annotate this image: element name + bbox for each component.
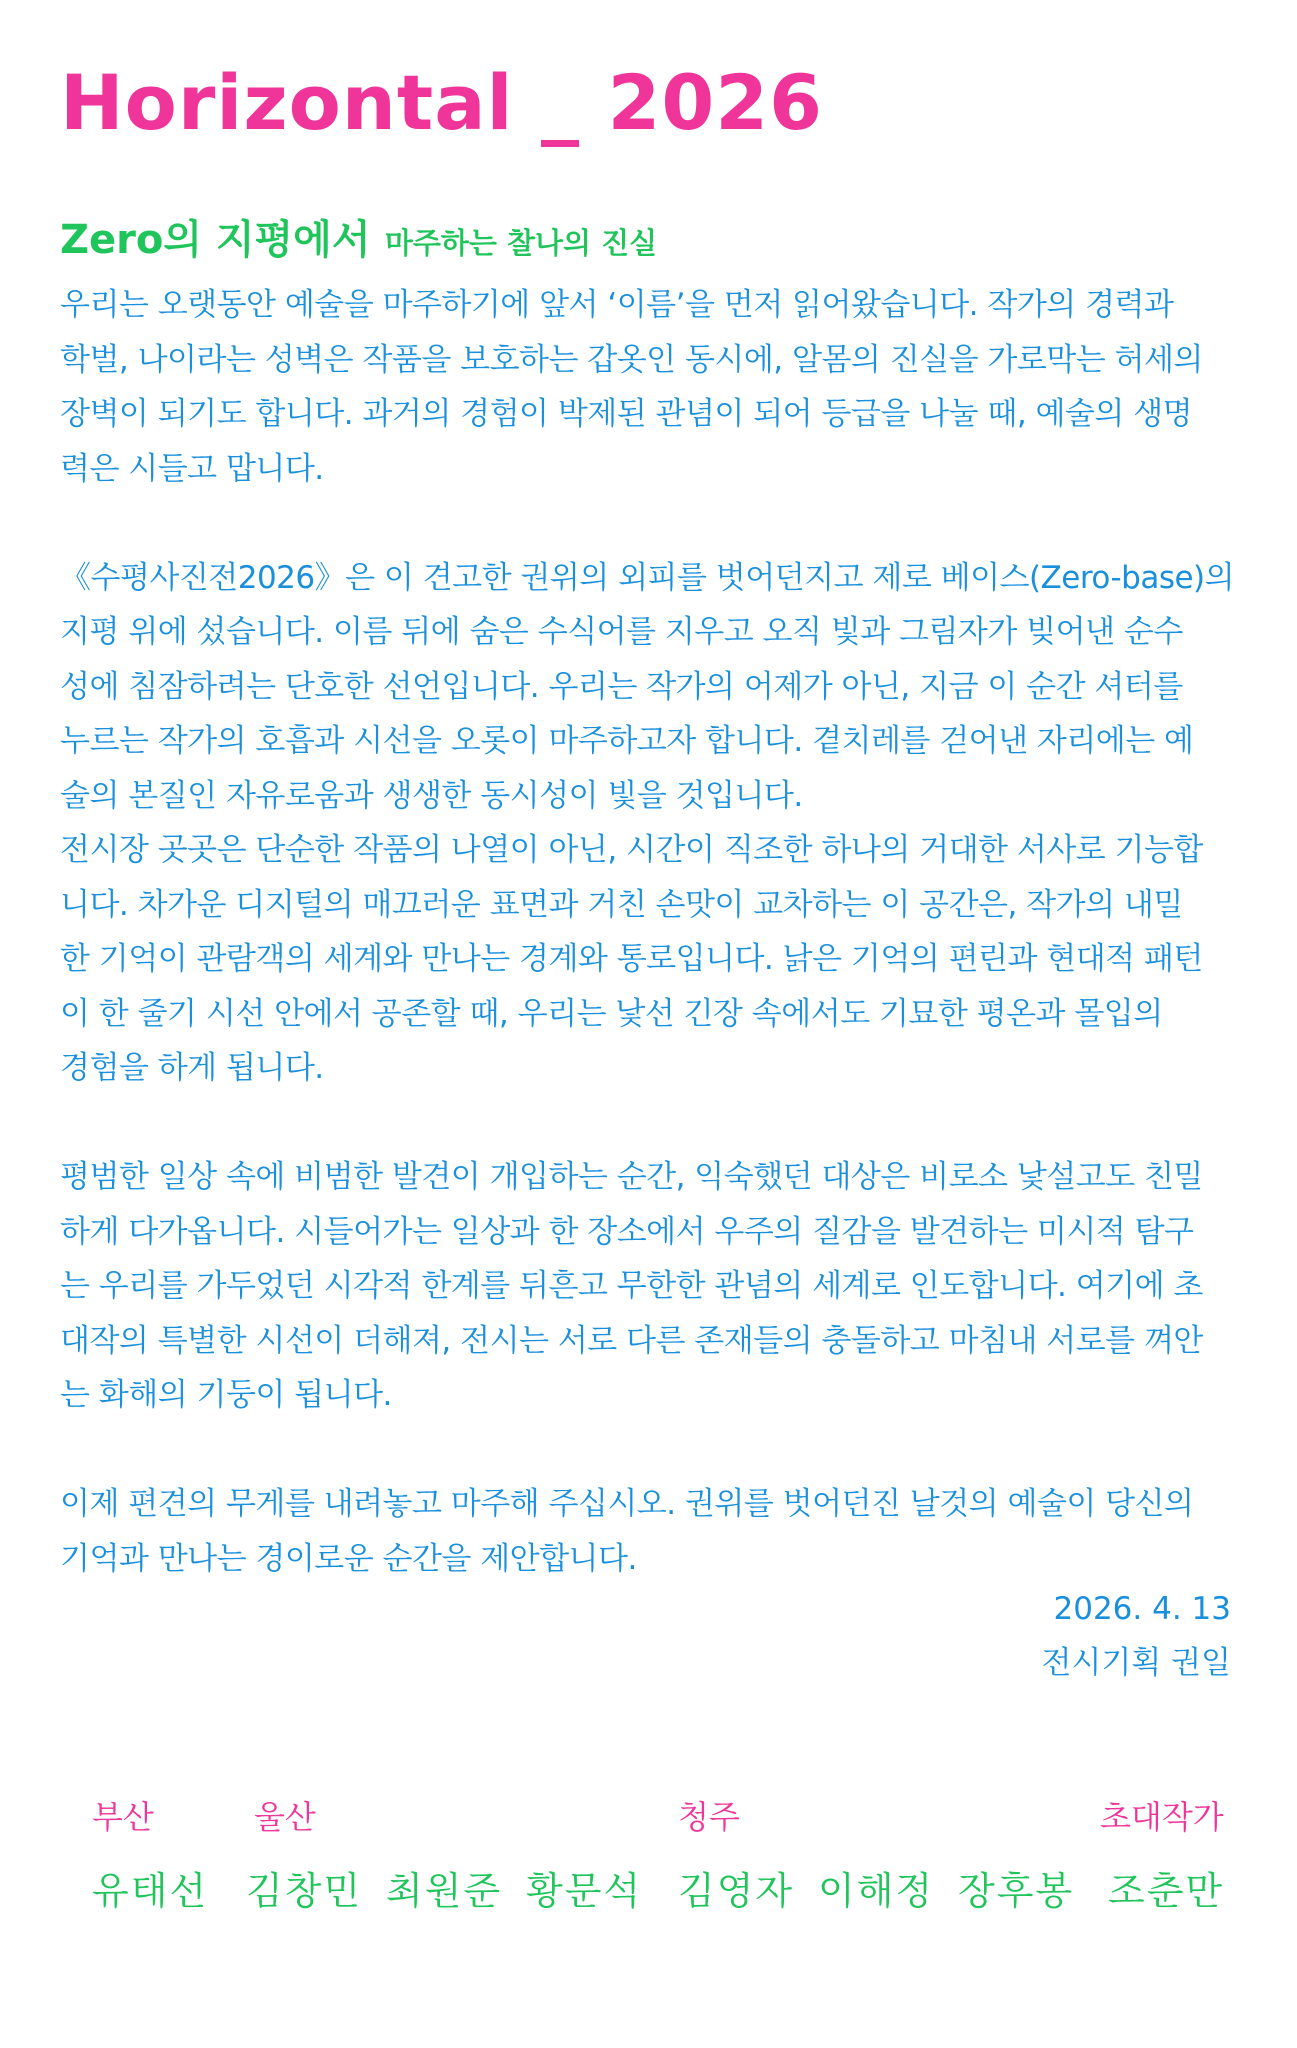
paragraph-4-line-2: 기억과 만나는 경이로운 순간을 제안합니다.: [60, 1540, 637, 1577]
artist-name: 이해정: [818, 1869, 935, 1913]
paragraph-3-line-2: 하게 다가옵니다. 시들어가는 일상과 한 장소에서 우주의 질감을 발견하는 미시적 탐구: [60, 1213, 1194, 1250]
paragraph-2-line-9: 이 한 줄기 시선 안에서 공존할 때, 우리는 낯선 긴장 속에서도 기묘한 평온과 몰입의: [60, 995, 1163, 1032]
artist-roster: [0, 1795, 1297, 1955]
paragraph-2-line-10: 경험을 하게 됩니다.: [60, 1050, 324, 1086]
region-label-busan: 부산: [92, 1798, 154, 1836]
paragraph-1-line-3: 장벽이 되기도 합니다. 과거의 경험이 박제된 관념이 되어 등급을 나눌 때, 예술의 생명: [60, 396, 1193, 432]
paragraph-1-line-2: 학벌, 나이라는 성벽은 작품을 보호하는 갑옷인 동시에, 알몸의 진실을 가로막는 허세의: [60, 341, 1203, 378]
heading-subtitle: 마주하는 찰나의 진실: [384, 226, 658, 260]
paragraph-2-line-4: 누르는 작가의 호흡과 시선을 오롯이 마주하고자 합니다. 곁치레를 걷어낸 자리에는 예: [60, 723, 1194, 759]
paragraph-4-line-1: 이제 편견의 무게를 내려놓고 마주해 주십시오. 권위를 벗어던진 날것의 예술이 당신의: [60, 1486, 1194, 1522]
artist-name: 최원준: [386, 1869, 503, 1913]
signature-block: [1041, 1582, 1231, 1690]
paragraph-2-line-7: 니다. 차가운 디지털의 매끄러운 표면과 거친 손맛이 교차하는 이 공간은, 작가의 내밀: [60, 886, 1183, 923]
region-label-invited-artist: 초대작가: [1100, 1798, 1224, 1836]
paragraph-3-line-1: 평범한 일상 속에 비범한 발견이 개입하는 순간, 익숙했던 대상은 비로소 낯설고도 친밀: [60, 1159, 1203, 1195]
artist-name: 김영자: [678, 1869, 795, 1913]
artist-name: 황문석: [526, 1869, 643, 1913]
paragraph-1-line-1: 우리는 오랫동안 예술을 마주하기에 앞서 ‘이름’을 먼저 읽어왔습니다. 작가의 경력과: [60, 287, 1174, 323]
artist-name: 조춘만: [1108, 1869, 1225, 1913]
page-title: Horizontal _ 2026: [60, 58, 824, 147]
statement-body: [60, 278, 1250, 1586]
artist-name: 장후봉: [958, 1869, 1075, 1913]
heading-main: Zero의 지평에서: [60, 217, 371, 263]
paragraph-2-line-8: 한 기억이 관람객의 세계와 만나는 경계와 통로입니다. 낡은 기억의 편린과 현대적 패턴: [60, 941, 1203, 977]
region-label-cheongju: 청주: [678, 1798, 740, 1836]
paragraph-gap: [60, 1096, 1250, 1151]
region-label-ulsan: 울산: [254, 1798, 316, 1836]
artist-name: 김창민: [246, 1869, 363, 1913]
paragraph-3-line-4: 대작의 특별한 시선이 더해져, 전시는 서로 다른 존재들의 충돌하고 마침내 서로를 껴안: [60, 1322, 1203, 1359]
signature-date: 2026. 4. 13: [1053, 1591, 1231, 1627]
paragraph-2-line-3: 성에 침잠하려는 단호한 선언입니다. 우리는 작가의 어제가 아닌, 지금 이 순간 셔터를: [60, 668, 1183, 705]
paragraph-2-line-2: 지평 위에 섰습니다. 이름 뒤에 숨은 수식어를 지우고 오직 빛과 그림자가 빚어낸 순수: [60, 614, 1183, 650]
paragraph-gap: [60, 496, 1250, 551]
paragraph-2-line-6: 전시장 곳곳은 단순한 작품의 나열이 아닌, 시간이 직조한 하나의 거대한 서사로 기능합: [60, 832, 1203, 868]
section-heading: [60, 212, 657, 273]
paragraph-3-line-3: 는 우리를 가두었던 시각적 한계를 뒤흔고 무한한 관념의 세계로 인도합니다. 여기에 초: [60, 1268, 1203, 1304]
paragraph-2-line-5: 술의 본질인 자유로움과 생생한 동시성이 빛을 것입니다.: [60, 777, 803, 814]
paragraph-3-line-5: 는 화해의 기둥이 됩니다.: [60, 1377, 392, 1413]
paragraph-2-line-1: 《수평사진전2026》은 이 견고한 권위의 외피를 벗어던지고 제로 베이스(Zero-base)의: [60, 559, 1235, 596]
paragraph-1-line-4: 력은 시들고 맙니다.: [60, 450, 324, 487]
paragraph-gap: [60, 1423, 1250, 1478]
artist-name: 유태선: [92, 1869, 209, 1913]
signature-author: 전시기획 권일: [1041, 1645, 1231, 1681]
